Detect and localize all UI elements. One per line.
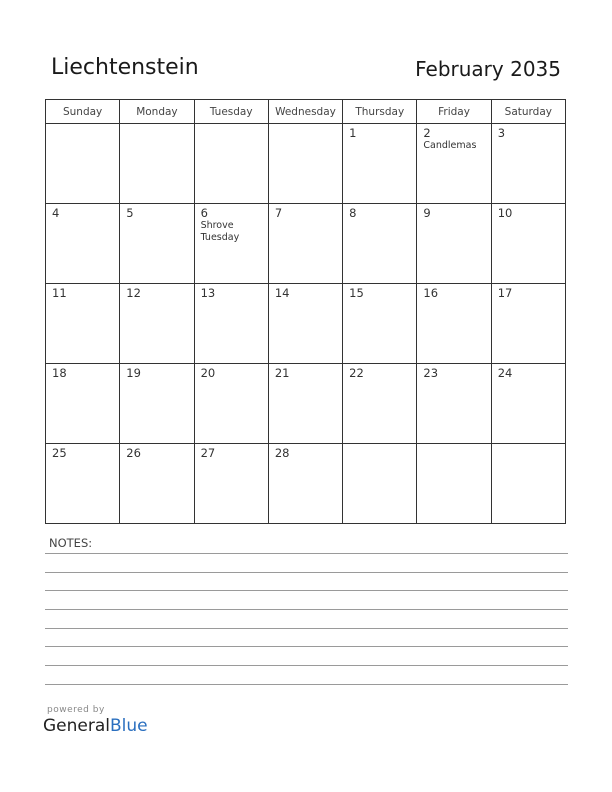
note-line	[45, 665, 568, 666]
day-number: 15	[349, 286, 364, 300]
calendar-day-cell	[268, 444, 342, 524]
calendar-day-cell	[46, 284, 120, 364]
calendar-day-cell	[194, 444, 268, 524]
day-number: 24	[497, 366, 513, 380]
note-line	[45, 646, 568, 647]
calendar-week-row	[46, 204, 566, 284]
day-number: 25	[52, 446, 67, 460]
day-number: 5	[126, 206, 134, 220]
weekday-header: Tuesday	[194, 100, 268, 124]
calendar-day-cell	[120, 444, 194, 524]
day-number: 27	[200, 446, 216, 460]
calendar-day-cell	[343, 204, 417, 284]
powered-by-text: powered by	[47, 705, 105, 715]
day-number: 23	[423, 366, 439, 380]
note-line	[45, 628, 568, 629]
day-number: 16	[423, 286, 439, 300]
day-number: 8	[349, 206, 357, 220]
notes-label: NOTES:	[49, 536, 93, 550]
day-number: 3	[497, 126, 506, 140]
generalblue-logo[interactable]	[43, 716, 148, 736]
calendar-day-cell	[194, 124, 268, 204]
calendar-day-cell	[417, 284, 491, 364]
calendar-day-cell	[417, 364, 491, 444]
calendar-day-cell	[120, 124, 194, 204]
day-number: 19	[126, 366, 141, 380]
calendar-day-cell	[343, 364, 417, 444]
note-line	[45, 553, 568, 554]
calendar-day-cell	[491, 364, 565, 444]
weekday-header: Wednesday	[268, 100, 342, 124]
day-number: 22	[349, 366, 364, 380]
calendar-day-cell	[343, 284, 417, 364]
calendar-week-row	[46, 364, 566, 444]
day-number: 6	[200, 206, 208, 220]
note-line	[45, 684, 568, 685]
note-line	[45, 590, 568, 591]
weekday-header: Thursday	[343, 100, 417, 124]
day-number: 1	[349, 126, 357, 140]
calendar-day-cell	[268, 204, 342, 284]
holiday-label: Candlemas	[423, 140, 477, 151]
calendar-day-cell	[46, 124, 120, 204]
calendar-day-cell	[194, 284, 268, 364]
calendar-week-row	[46, 444, 566, 524]
brand-general: General	[43, 716, 110, 736]
calendar-week-row	[46, 124, 566, 204]
calendar-day-cell	[120, 364, 194, 444]
calendar-day-cell	[194, 204, 268, 284]
calendar-day-cell	[417, 204, 491, 284]
day-number: 26	[126, 446, 141, 460]
calendar-day-cell	[343, 124, 417, 204]
note-line	[45, 572, 568, 573]
weekday-header: Friday	[417, 100, 491, 124]
day-number: 7	[274, 206, 283, 220]
day-number: 21	[274, 366, 290, 380]
day-number: 2	[423, 126, 431, 140]
calendar-day-cell	[491, 124, 565, 204]
calendar-grid	[45, 99, 566, 524]
day-number: 28	[274, 446, 290, 460]
weekday-header: Saturday	[491, 100, 565, 124]
calendar-day-cell	[46, 364, 120, 444]
calendar-day-cell	[120, 204, 194, 284]
day-number: 18	[52, 366, 67, 380]
day-number: 4	[52, 206, 60, 220]
weekday-header: Monday	[120, 100, 194, 124]
day-number: 14	[274, 286, 290, 300]
weekday-header: Sunday	[46, 100, 120, 124]
calendar-day-cell	[491, 444, 565, 524]
brand-blue: Blue	[110, 716, 148, 736]
calendar-week-row	[46, 284, 566, 364]
calendar-country-title: Liechtenstein	[51, 55, 199, 80]
calendar-day-cell	[343, 444, 417, 524]
calendar-day-cell	[194, 364, 268, 444]
calendar-day-cell	[417, 124, 491, 204]
weekday-header-row	[46, 100, 566, 124]
day-number: 10	[497, 206, 513, 220]
calendar-day-cell	[268, 364, 342, 444]
calendar-day-cell	[417, 444, 491, 524]
day-number: 17	[497, 286, 513, 300]
day-number: 12	[126, 286, 141, 300]
day-number: 9	[423, 206, 431, 220]
calendar-day-cell	[120, 284, 194, 364]
day-number: 20	[200, 366, 216, 380]
holiday-label: Shrove Tuesday	[200, 220, 240, 243]
note-line	[45, 609, 568, 610]
calendar-day-cell	[46, 444, 120, 524]
calendar-day-cell	[268, 284, 342, 364]
calendar-day-cell	[46, 204, 120, 284]
calendar-day-cell	[268, 124, 342, 204]
day-number: 13	[200, 286, 216, 300]
calendar-day-cell	[491, 204, 565, 284]
day-number: 11	[52, 286, 67, 300]
calendar-month-title: February 2035	[415, 57, 561, 81]
calendar-day-cell	[491, 284, 565, 364]
